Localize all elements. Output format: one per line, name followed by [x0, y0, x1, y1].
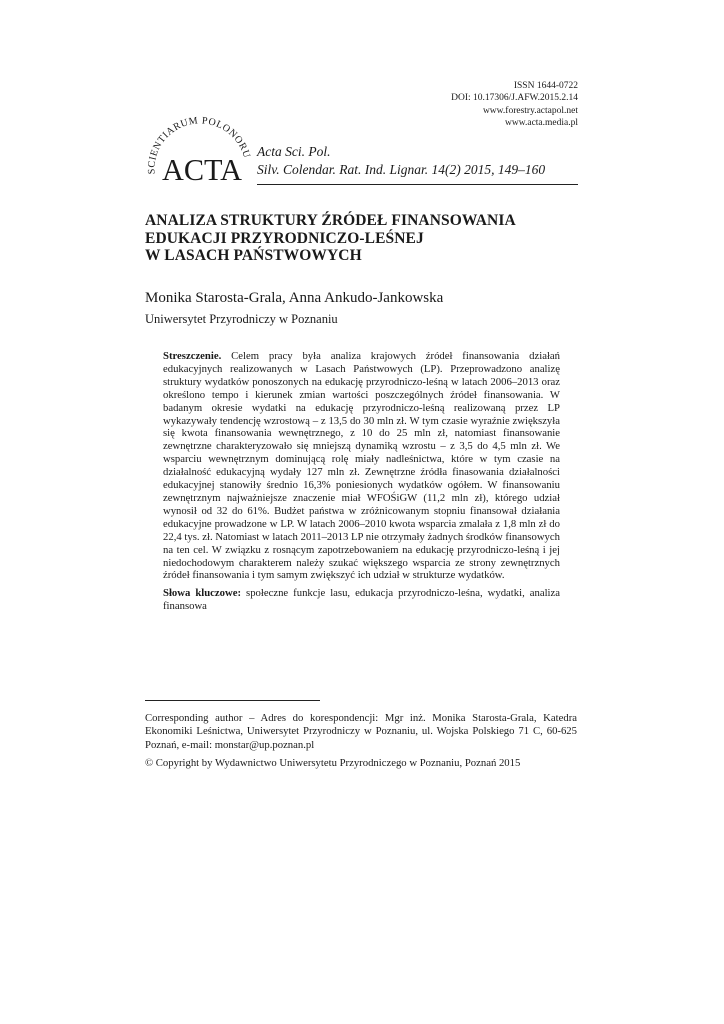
acta-logo [142, 110, 260, 188]
header-divider [257, 184, 578, 185]
journal-volume: Silv. Colendar. Rat. Ind. Lignar. 14(2) 2015, 149–160 [257, 162, 546, 177]
logo-arc-text: SCIENTIARUM POLONORU [146, 115, 253, 175]
title-line-3: W LASACH PAŃSTWOWYCH [145, 247, 362, 264]
article-title [145, 212, 585, 265]
abstract-text: Celem pracy była analiza krajowych źródeł finansowania działań edukacyjnych realizowanych w Lasach Państwowych (LP). Przeprowadzono analizę struktury wydatków ponoszonych na edukację przyrodniczo-leśną w latach 2006–2013 oraz określono tempo i kierunek zmian wartości poszczególnych źródeł finansowania. W badanym okresie wydatki na edukację przyrodniczo-leśną realizowaną przez LP wykazywały tendencję wzrostową – z 13,5 do 30 mln zł. W tym czasie wyraźnie zwiększyła się kwota finansowania wewnętrznego, z 10 do 25 mln zł, natomiast finansowanie zewnętrzne charakteryzowało się mniejszą dynamiką wzrostu – z 3,5 do 4,5 mln zł. We wsparciu wewnętrznym dominującą rolę miały nadleśnictwa, które w tym czasie na działalność edukacyjną wydały 127 mln zł. Zewnętrzne źródła finasowania działalności edukacyjnej stanowiły średnio 16,3% poniesionych wydatków ogółem. W finansowaniu zewnętrznym najważniejsze znaczenie miał WFOŚiGW (11,2 mln zł), którego udział wynosił od 32 do 61%. Budżet państwa w zróżnicowanym stopniu finansował działania edukacyjne prowadzone w LP. W latach 2006–2010 kwota wsparcia zmalała z 1,8 mln zł do 22,4 tys. zł. Natomiast w latach 2011–2013 LP nie otrzymały żadnych środków finansowych na ten cel. W związku z rosnącym zapotrzebowaniem na edukację przyrodniczo-leśną i jej niedochodowym charakterem należy szukać większego wsparcia ze strony zewnętrznych źródeł finansowania i tym samym zwiększyć ich udział w strukturze wydatków. [163, 350, 560, 582]
keywords-text: społeczne funkcje lasu, edukacja przyrodniczo-leśna, wydatki, analiza finansowa [163, 587, 560, 612]
keywords [163, 587, 560, 613]
acta-logo-graphic [142, 110, 260, 188]
abstract [163, 350, 560, 582]
abstract-label: Streszczenie. [163, 350, 222, 362]
journal-citation [257, 143, 545, 179]
correspondence-note: Corresponding author – Adres do korespondencji: Mgr inż. Monika Starosta-Grala, Katedra Ekonomiki Leśnictwa, Uniwersytet Przyrodniczy w Poznaniu, ul. Wojska Polskiego 71 C, 60-625 Poznań, e-mail: monstar@up.poznan.pl [145, 712, 577, 751]
title-line-1: ANALIZA STRUKTURY ŹRÓDEŁ FINANSOWANIA [145, 212, 516, 229]
keywords-label: Słowa kluczowe: [163, 587, 242, 599]
footnote-divider [145, 700, 320, 701]
url-acta[interactable]: www.acta.media.pl [505, 117, 578, 128]
logo-acta-text: ACTA [162, 152, 243, 187]
journal-name: Acta Sci. Pol. [257, 144, 331, 159]
url-forestry[interactable]: www.forestry.actapol.net [482, 105, 578, 116]
affiliation: Uniwersytet Przyrodniczy w Poznaniu [145, 312, 338, 326]
journal-metadata [451, 80, 578, 129]
doi: DOI: 10.17306/J.AFW.2015.2.14 [451, 93, 578, 104]
copyright-note: © Copyright by Wydawnictwo Uniwersytetu Przyrodniczego w Poznaniu, Poznań 2015 [145, 757, 521, 769]
authors: Monika Starosta-Grala, Anna Ankudo-Jankowska [145, 290, 444, 306]
issn: ISSN 1644-0722 [513, 81, 578, 91]
title-line-2: EDUKACJI PRZYRODNICZO-LEŚNEJ [145, 229, 424, 247]
